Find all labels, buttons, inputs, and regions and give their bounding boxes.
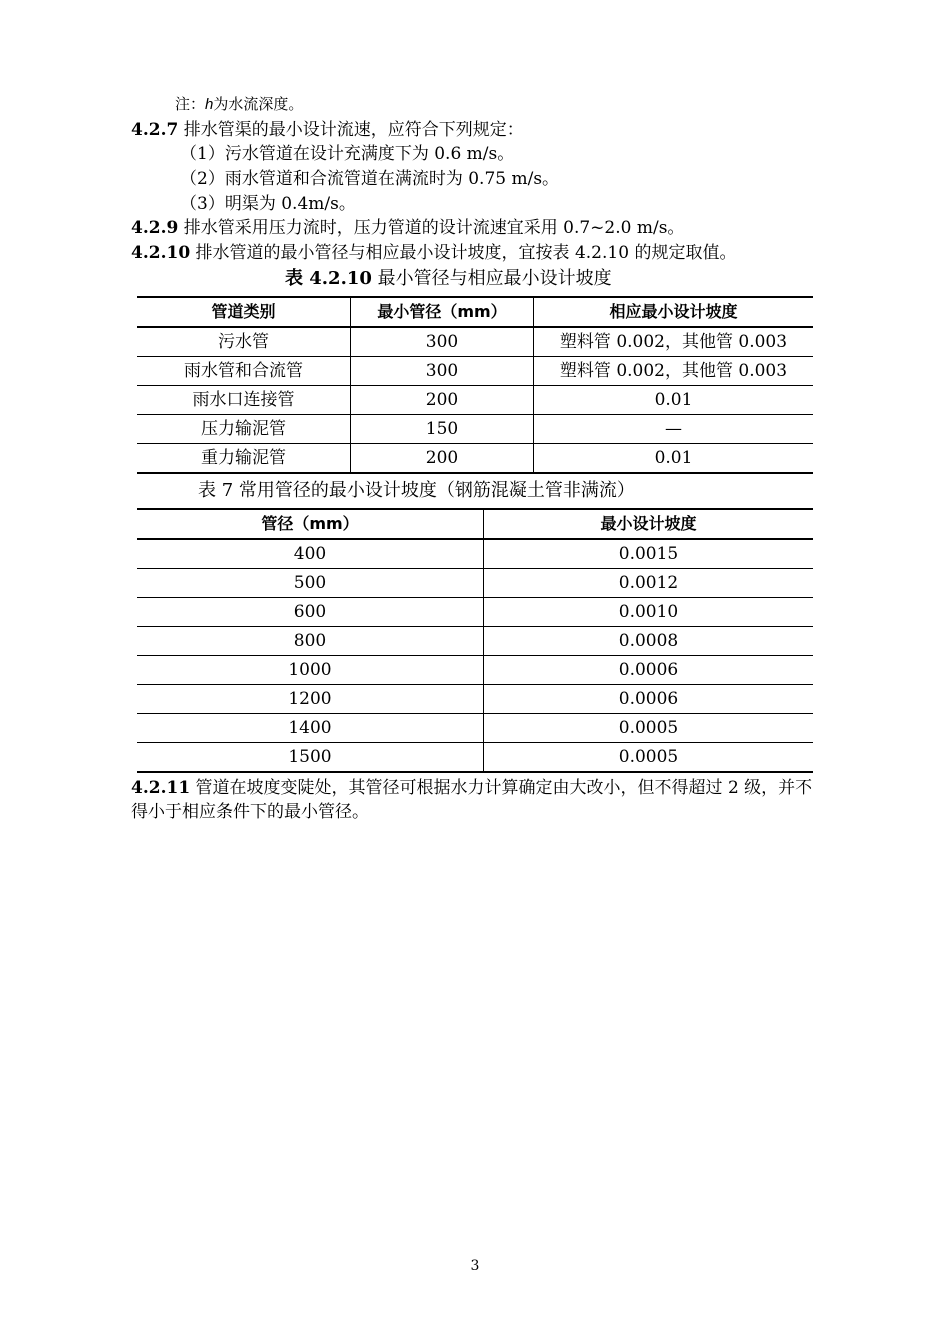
table-cell: 200 [351,386,534,415]
table-row [137,539,813,569]
list-item: （1）污水管道在设计充满度下为 0.6 m/s。 [180,144,515,164]
table-row [137,743,813,773]
clause-text: 排水管采用压力流时，压力管道的设计流速宜采用 0.7~2.0 m/s。 [178,218,685,238]
table-row [137,598,813,627]
table-cell: 重力输泥管 [137,444,351,474]
clause-number: 4.2.9 [131,218,179,238]
table-cell: 塑料管 0.002，其他管 0.003 [534,327,814,357]
table-cell: 0.0006 [484,685,814,714]
list-item: （2）雨水管道和合流管道在满流时为 0.75 m/s。 [180,169,560,189]
clause-4-2-10 [131,241,736,265]
clause-number: 4.2.10 [131,243,191,263]
table-row [137,357,813,386]
table2-caption: 表 7 常用管径的最小设计坡度（钢筋混凝土管非满流） [198,480,635,501]
table-cell: 1000 [137,656,484,685]
table-cell: 雨水口连接管 [137,386,351,415]
table-cell: 0.01 [534,444,814,474]
table-header-row [137,297,813,327]
table-cell: 150 [351,415,534,444]
table-row [137,656,813,685]
table-row [137,685,813,714]
table1-caption [285,267,612,291]
table-cell: 1500 [137,743,484,773]
clause-number: 4.2.11 [131,778,191,798]
clause-4-2-7 [131,118,524,142]
table-cell: 塑料管 0.002，其他管 0.003 [534,357,814,386]
table-cell: 500 [137,569,484,598]
clause-4-2-11 [131,776,821,824]
table-cell: 200 [351,444,534,474]
table-min-diameter-slope [137,296,813,474]
table-cell: 0.0005 [484,743,814,773]
table-cell: — [534,415,814,444]
clause-number: 4.2.7 [131,120,179,140]
table-cell: 1400 [137,714,484,743]
table-cell: 0.0008 [484,627,814,656]
table-cell: 400 [137,539,484,569]
note-line [175,92,303,117]
column-header: 相应最小设计坡度 [534,297,814,327]
table-cell: 0.0005 [484,714,814,743]
table1-caption-text: 最小管径与相应最小设计坡度 [371,268,612,289]
table-header-row [137,509,813,539]
column-header: 最小管径（mm） [351,297,534,327]
clause-text: 管道在坡度变陡处，其管径可根据水力计算确定由大改小，但不得超过 2 级，并不得小于相应条件下的最小管径。 [131,778,813,822]
table1-caption-number: 表 4.2.10 [285,268,372,289]
note-prefix: 注： [175,95,206,113]
note-text: 为水流深度。 [213,95,304,113]
table-cell: 300 [351,357,534,386]
note-variable: h [205,96,214,113]
table-row [137,627,813,656]
clause-4-2-9 [131,216,684,240]
table-cell: 300 [351,327,534,357]
table-cell: 600 [137,598,484,627]
table-row [137,327,813,357]
table-cell: 0.0006 [484,656,814,685]
table-row [137,415,813,444]
table-row [137,444,813,474]
list-item: （3）明渠为 0.4m/s。 [180,194,356,214]
table-cell: 雨水管和合流管 [137,357,351,386]
table-cell: 0.0010 [484,598,814,627]
page-number: 3 [470,1258,480,1274]
table-cell: 0.0012 [484,569,814,598]
table-cell: 0.01 [534,386,814,415]
column-header: 管径（mm） [137,509,484,539]
clause-text: 排水管渠的最小设计流速，应符合下列规定： [178,120,524,140]
table-cell: 1200 [137,685,484,714]
table-cell: 压力输泥管 [137,415,351,444]
table-cell: 800 [137,627,484,656]
table-cell: 污水管 [137,327,351,357]
column-header: 最小设计坡度 [484,509,814,539]
table-row [137,569,813,598]
table-row [137,714,813,743]
table-row [137,386,813,415]
table-cell: 0.0015 [484,539,814,569]
table-common-diameter-slope [137,508,813,773]
column-header: 管道类别 [137,297,351,327]
clause-text: 排水管道的最小管径与相应最小设计坡度，宜按表 4.2.10 的规定取值。 [190,243,737,263]
